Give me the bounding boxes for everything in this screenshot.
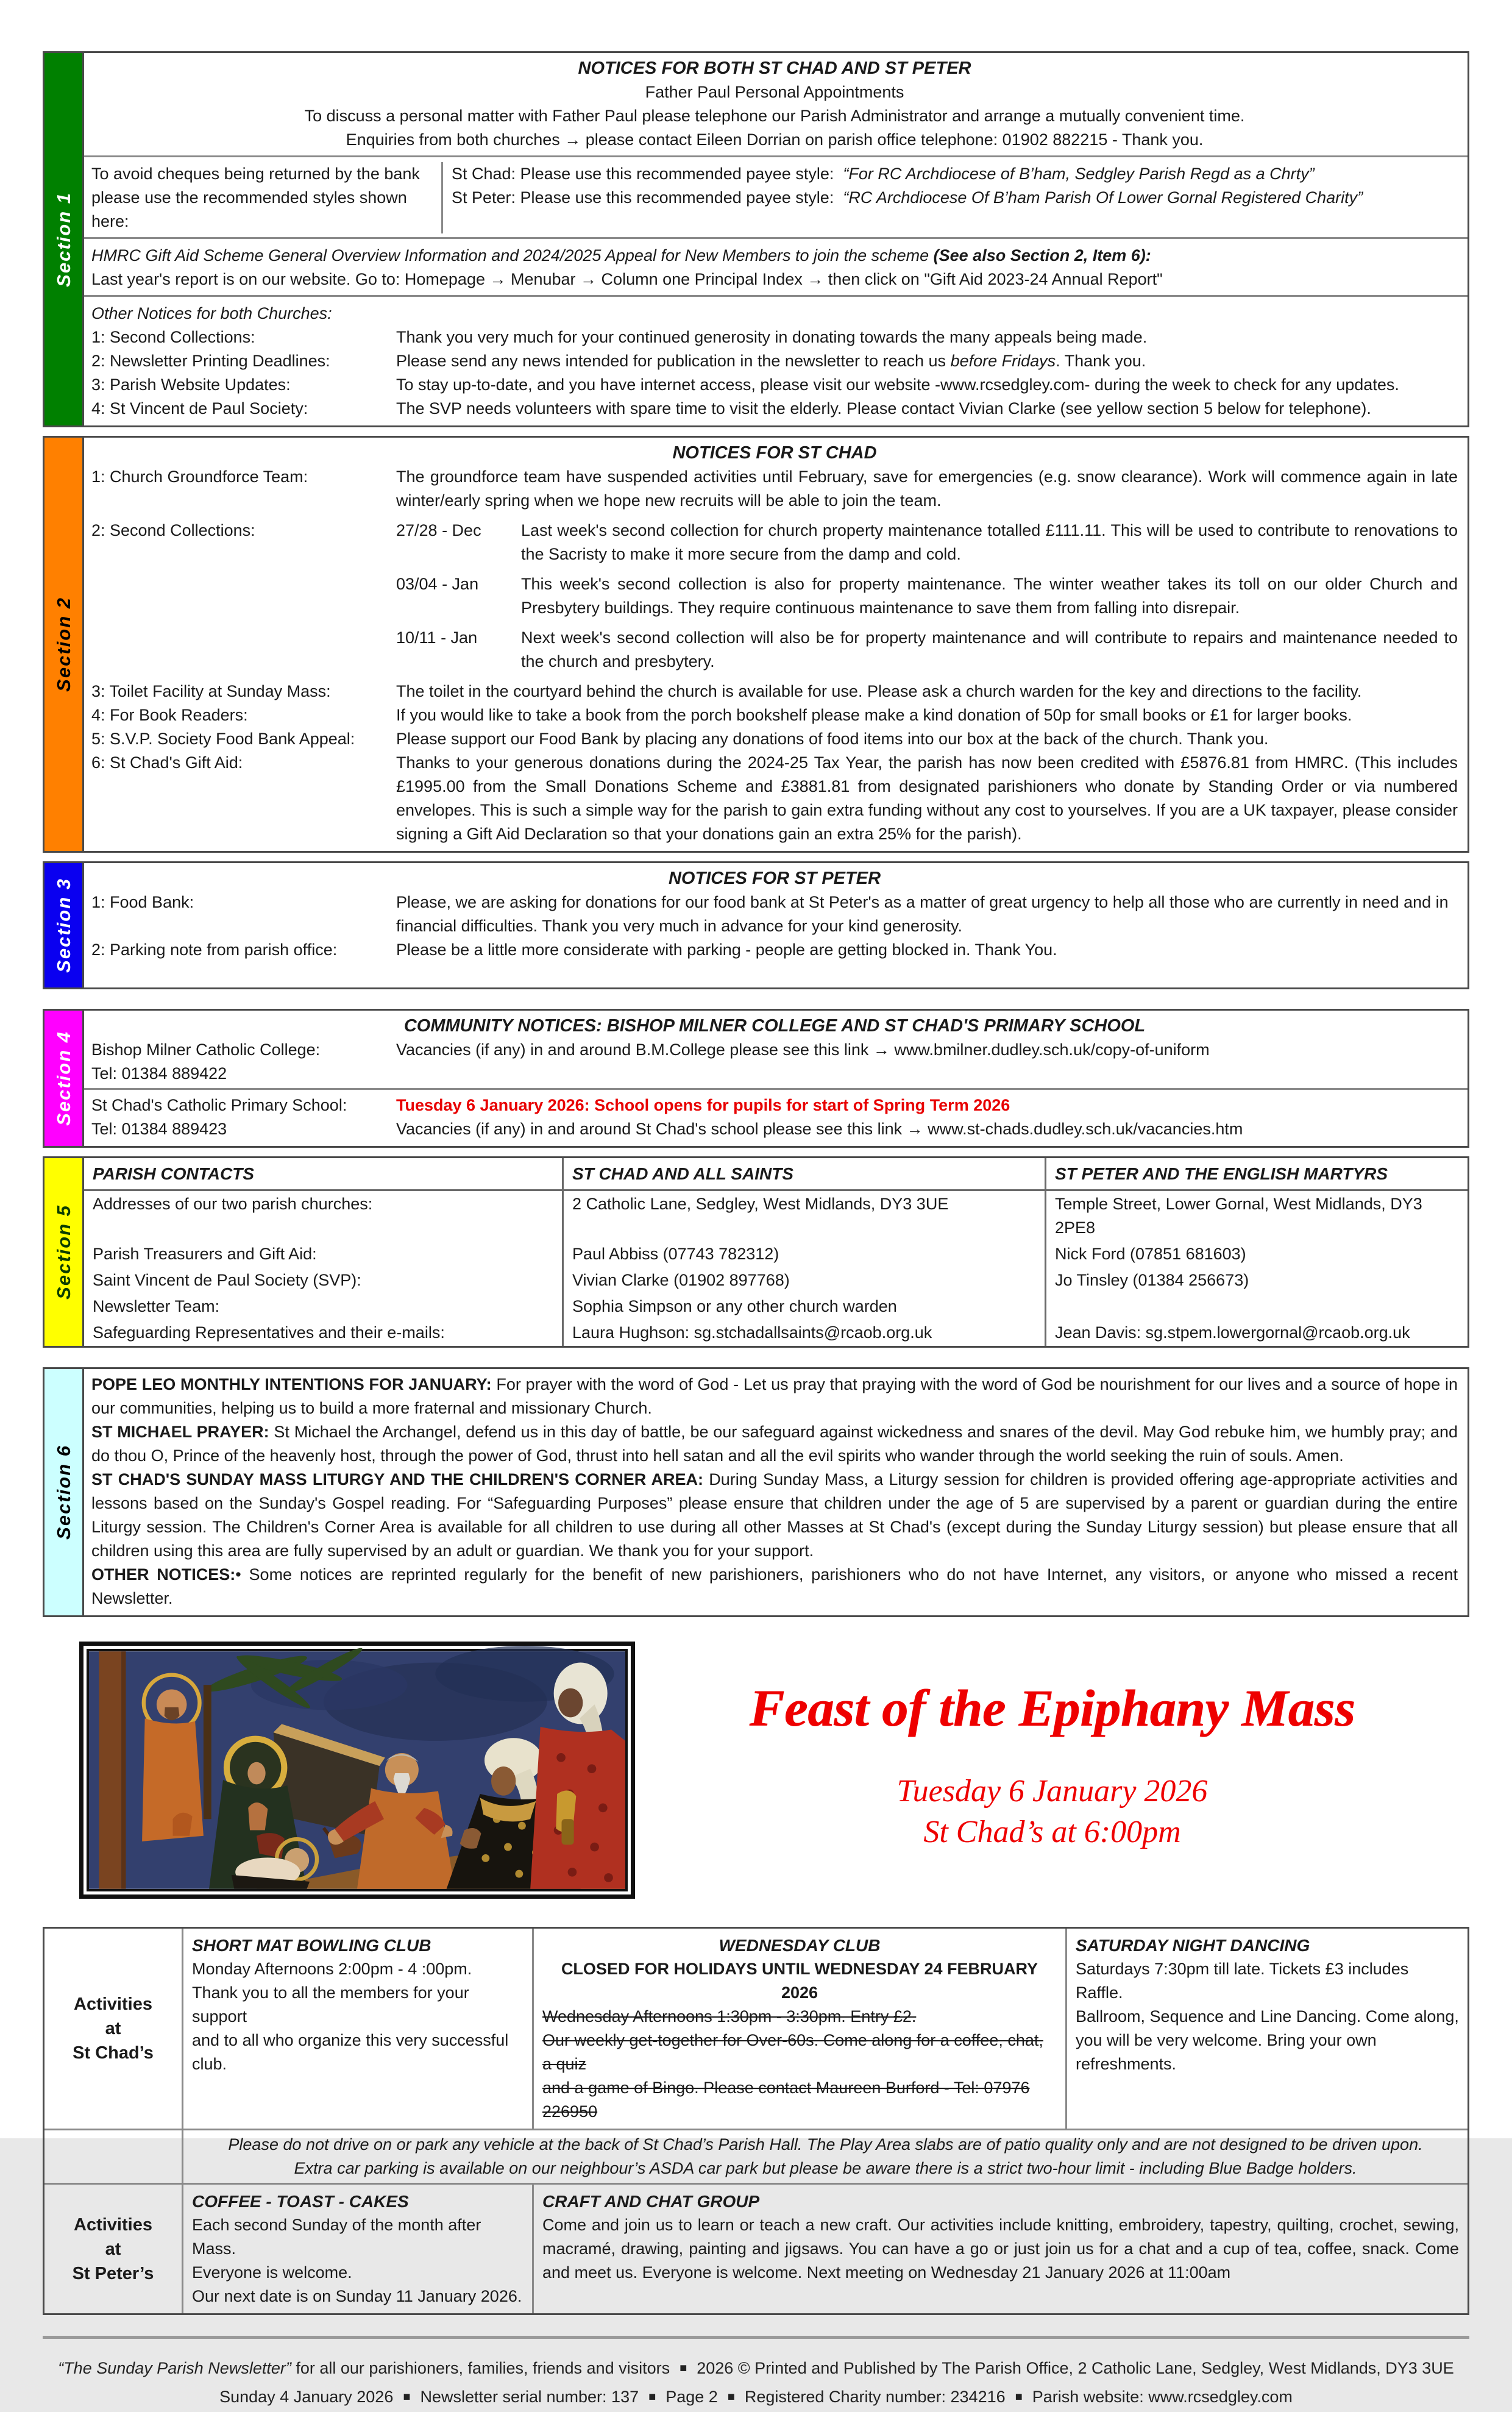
craft-chat-group-cell: CRAFT AND CHAT GROUP Come and join us to learn or teach a new craft. Our activities include knitting, embroidery, tapestry, quilting, crochet, sewing, macramé, drawing, painting and jigsaws. You can have a go or just join us for a chat and a cup of tea, coffee, snack. Come and meet us. Everyone is welcome. Next meeting on Wednesday 21 January 2026 at 11:00am <box>532 2185 1468 2313</box>
parish-contacts-table <box>84 1158 1468 1346</box>
notice-row: 3: Toilet Facility at Sunday Mass: The toilet in the courtyard behind the church is available for use. Please ask a church warden for the key and directions to the facility. <box>91 682 1362 700</box>
notice-row: 1: Food Bank: Please, we are asking for donations for our food bank at St Peter's as a matter of great urgency to help all those who are currently in need and in financial difficulties. Thank you very much in advance for your kind generosity. <box>91 893 1449 935</box>
section-6-content <box>84 1369 1468 1615</box>
notice-row: 6: St Chad's Gift Aid: Thanks to your generous donations during the 2024-25 Tax Year, the parish has now been credited with £5876.81 from HMRC. (This includes £1995.00 from the Small Donations Scheme and £3881.81 from designated parishioners who donate by Standing Order or via numbered envelopes. This is such a simple way for the parish to gain extra funding without any cost to yourselves. If you are a UK taxpayer, please consider signing a Gift Aid Declaration so that your donations gain an extra 25% for the parish). <box>91 753 1458 843</box>
collection-entry: 10/11 - Jan Next week's second collection will also be for property maintenance and will contribute to repairs and maintenance needed to the church and presbytery. <box>396 628 1458 671</box>
appointments-line1: Father Paul Personal Appointments <box>645 83 904 101</box>
appointments-line3: Enquiries from both churches → please contact Eileen Dorrian on parish office telephone: 01902 882215 - Thank you. <box>346 130 1204 149</box>
table-row: Parish Treasurers and Gift Aid: Paul Abbiss (07743 782312) Nick Ford (07851 681603) <box>84 1241 1468 1267</box>
section-2-content <box>84 438 1468 851</box>
school-row <box>91 1094 1458 1141</box>
epiphany-text <box>635 1679 1469 1862</box>
section-3-tab <box>44 863 84 987</box>
college-tel: Tel: 01384 889422 <box>91 1064 227 1083</box>
section-2-title: NOTICES FOR ST CHAD <box>672 443 877 463</box>
square-separator-icon: ■ <box>403 2390 411 2403</box>
section-6 <box>43 1367 1469 1617</box>
stchads-activities-row <box>44 1929 1468 2130</box>
notice-row: 3: Parish Website Updates: To stay up-to-date, and you have internet access, please visit our website -www.rcsedgley.com- during the week to check for any updates. <box>91 375 1399 394</box>
divider <box>84 155 1468 157</box>
section-5-tab <box>44 1158 84 1346</box>
section-6-tab-label: Section 6 <box>52 1445 74 1540</box>
saturday-dancing-cell: SATURDAY NIGHT DANCING Saturdays 7:30pm till late. Tickets £3 includes Raffle. Ballroom, Sequence and Line Dancing. Come along, you will be very welcome. Bring your own refreshments. <box>1065 1929 1468 2129</box>
notice-row: 2: Parking note from parish office: Please be a little more considerate with parking - people are getting blocked in. Thank You. <box>91 941 1057 959</box>
section-1-tab <box>44 53 84 425</box>
school-name: St Chad's Catholic Primary School: <box>91 1096 347 1114</box>
square-separator-icon: ■ <box>727 2390 735 2403</box>
notice-row: 1: Second Collections: Thank you very much for your continued generosity in donating towards the many appeals being made. <box>91 328 1148 346</box>
stpeters-activities-header: Activities at St Peter’s <box>72 2215 154 2283</box>
section-3-title: NOTICES FOR ST PETER <box>668 869 881 888</box>
table-row: Addresses of our two parish churches: 2 Catholic Lane, Sedgley, West Midlands, DY3 3UE Temple Street, Lower Gornal, West Midlands, DY3 2PE8 <box>84 1191 1468 1241</box>
epiphany-date: Tuesday 6 January 2026 <box>896 1774 1208 1809</box>
activities-table <box>43 1927 1469 2315</box>
college-vacancies: Vacancies (if any) in and around B.M.College please see this link → www.bmilner.dudley.sch.uk/copy-of-uniform <box>396 1041 1210 1059</box>
notice-row: 4: St Vincent de Paul Society: The SVP needs volunteers with spare time to visit the elderly. Please contact Vivian Clarke (see yellow section 5 below for telephone). <box>91 399 1371 418</box>
wednesday-club-closed-notice: CLOSED FOR HOLIDAYS UNTIL WEDNESDAY 24 FEBRUARY 2026 <box>561 1960 1038 2002</box>
st-michael-prayer: ST MICHAEL PRAYER: St Michael the Archangel, defend us in this day of battle, be our safeguard against wickedness and snares of the devil. May God rebuke him, we humbly pray; and do thou O, Prince of the heavenly host, through the power of God, thrust into hell satan and all the evil spirits who wander through the world seeking the ruin of souls. Amen. <box>91 1423 1458 1465</box>
stchads-activities-header: Activities at St Chad’s <box>73 1994 154 2063</box>
school-vacancies: Vacancies (if any) in and around St Chad's school please see this link → www.st-chads.dudley.sch.uk/vacancies.htm <box>396 1120 1243 1138</box>
other-notices-heading: Other Notices for both Churches: <box>91 304 332 322</box>
nativity-image <box>89 1651 625 1889</box>
college-row <box>91 1038 1458 1086</box>
notice-row: 1: Church Groundforce Team: The groundforce team have suspended activities until February, save for emergencies (e.g. snow clearance). Work will commence again in late winter/early spring when we hope new recruits will be able to join the team. <box>91 468 1458 510</box>
divider <box>84 295 1468 297</box>
sunday-mass-liturgy: ST CHAD'S SUNDAY MASS LITURGY AND THE CHILDREN'S CORNER AREA: During Sunday Mass, a Liturgy session for children is provided offering age-appropriate activities and lessons based on the Sunday's Gospel reading. For “Safeguarding Purposes” please ensure that children under the age of 5 are supervised by a parent or guardian during the entire Liturgy session. The Children's Corner Area is available for all children to use during all other Masses at St Chad's (except during the Sunday Liturgy session) but please ensure that all children using this area are fully supervised by an adult or guardian. We thank you for your support. <box>91 1470 1458 1560</box>
bowling-club-cell: SHORT MAT BOWLING CLUB Monday Afternoons 2:00pm - 4 :00pm. Thank you to all the members for your support and to all who organize this very successful club. <box>182 1929 532 2129</box>
section-2-tab <box>44 438 84 851</box>
section-5-tab-label: Section 5 <box>52 1204 74 1300</box>
wednesday-club-cell: WEDNESDAY CLUB CLOSED FOR HOLIDAYS UNTIL WEDNESDAY 24 FEBRUARY 2026 Wednesday Afternoons 1:30pm - 3:30pm. Entry £2. Our weekly get-together for Over-60s. Come along for a coffee, chat, a quiz and a game of Bingo. Please contact Maureen Burford - Tel: 07976 226950 <box>532 1929 1065 2129</box>
coffee-toast-cakes-cell: COFFEE - TOAST - CAKES Each second Sunday of the month after Mass. Everyone is welcome. Our next date is on Sunday 11 January 2026. <box>182 2185 532 2313</box>
section-4-content <box>84 1011 1468 1146</box>
stpeters-activities-row <box>44 2185 1468 2313</box>
parking-note: Please do not drive on or park any vehicle at the back of St Chad’s Parish Hall. The Play Area slabs are of patio quality only and are not designed to be driven upon. Extra car parking is available on our neighbour’s ASDA car park but please be aware there is a strict two-hour limit - including Blue Badge holders. <box>182 2130 1468 2183</box>
epiphany-title: Feast of the Epiphany Mass <box>749 1678 1355 1737</box>
collection-entry: 27/28 - Dec Last week's second collection for church property maintenance totalled £111.11. This will be used to contribute to renovations to the Sacristy to make it more secure from the damp and cold. <box>396 521 1458 563</box>
bank-payee-row <box>84 162 1468 237</box>
section-2-tab-label: Section 2 <box>52 597 74 692</box>
epiphany-time: St Chad’s at 6:00pm <box>923 1815 1181 1850</box>
section-4-tab <box>44 1011 84 1146</box>
footer-line1: “The Sunday Parish Newsletter” for all our parishioners, families, friends and visitors ■ 2026 © Printed and Published by The Parish Office, 2 Catholic Lane, Sedgley, West Midlands, DY3 3UE <box>58 2359 1454 2377</box>
notice-row: 4: For Book Readers: If you would like to take a book from the porch bookshelf please make a kind donation of 50p for small books or £1 for larger books. <box>91 706 1352 724</box>
payee-style-chad: St Chad: Please use this recommended payee style: “For RC Archdiocese of B’ham, Sedgley Parish Regd as a Chrty” <box>452 165 1315 183</box>
appointments-line2: To discuss a personal matter with Father Paul please telephone our Parish Administrator and arrange a mutually convenient time. <box>304 107 1245 125</box>
notice-row: 5: S.V.P. Society Food Bank Appeal: Please support our Food Bank by placing any donations of food items into our box at the back of the church. Thank you. <box>91 730 1269 748</box>
table-row: Saint Vincent de Paul Society (SVP): Vivian Clarke (01902 897768) Jo Tinsley (01384 256673) <box>84 1267 1468 1293</box>
hmrc-gift-aid-line2: Last year's report is on our website. Go to: Homepage → Menubar → Column one Principal Index → then click on "Gift Aid 2023-24 Annual Report" <box>91 270 1163 288</box>
divider <box>84 237 1468 239</box>
collection-entry: 03/04 - Jan This week's second collection is also for property maintenance. The winter weather takes its toll on our older Church and Presbytery buildings. They require continuous maintenance to save them from falling into disrepair. <box>396 575 1458 617</box>
other-notices: OTHER NOTICES:• Some notices are reprinted regularly for the benefit of new parishioners, parishioners who do not have Internet, any visitors, or anyone who missed a recent Newsletter. <box>91 1565 1458 1607</box>
payee-styles <box>441 162 1468 233</box>
square-separator-icon: ■ <box>1015 2390 1023 2403</box>
payee-style-peter: St Peter: Please use this recommended payee style: “RC Archdiocese Of B’ham Parish Of Lower Gornal Registered Charity” <box>452 188 1363 207</box>
section-4-title: COMMUNITY NOTICES: BISHOP MILNER COLLEGE AND ST CHAD'S PRIMARY SCHOOL <box>403 1016 1146 1036</box>
parking-note-spacer <box>44 2130 182 2183</box>
section-3-tab-label: Section 3 <box>52 878 74 973</box>
section-4 <box>43 1009 1469 1148</box>
hmrc-gift-aid: HMRC Gift Aid Scheme General Overview Information and 2024/2025 Appeal for New Members to join the scheme (See also Section 2, Item 6): <box>91 246 1151 265</box>
square-separator-icon: ■ <box>680 2361 687 2375</box>
bank-note-line1: To avoid cheques being returned by the bank <box>91 165 420 183</box>
footer-divider <box>43 2336 1469 2339</box>
square-separator-icon: ■ <box>648 2390 656 2403</box>
section-2 <box>43 436 1469 853</box>
section-1-title: NOTICES FOR BOTH ST CHAD AND ST PETER <box>578 59 971 78</box>
section-3 <box>43 861 1469 989</box>
nativity-image-frame <box>79 1642 635 1899</box>
divider <box>84 1088 1468 1090</box>
section-1 <box>43 51 1469 427</box>
table-row: Newsletter Team: Sophia Simpson or any other church warden <box>84 1293 1468 1320</box>
section-1-tab-label: Section 1 <box>52 191 74 287</box>
bank-note <box>91 162 441 233</box>
table-header-row: PARISH CONTACTS ST CHAD AND ALL SAINTS ST PETER AND THE ENGLISH MARTYRS <box>84 1158 1468 1191</box>
epiphany-block <box>79 1642 1469 1899</box>
notice-row: 2: Newsletter Printing Deadlines: Please send any news intended for publication in the newsletter to reach us before Fridays. Thank you. <box>91 352 1146 370</box>
college-name: Bishop Milner Catholic College: <box>91 1041 321 1059</box>
school-term-notice: Tuesday 6 January 2026: School opens for pupils for start of Spring Term 2026 <box>396 1096 1010 1114</box>
section-6-tab <box>44 1369 84 1615</box>
pope-intentions: POPE LEO MONTHLY INTENTIONS FOR JANUARY: For prayer with the word of God - Let us pray that praying with the word of God be nourishment for our lives and a source of hope in our communities, helping us to build a more fraternal and missionary Church. <box>91 1375 1458 1417</box>
school-tel: Tel: 01384 889423 <box>91 1120 227 1138</box>
section-3-content <box>84 863 1468 987</box>
table-row: Safeguarding Representatives and their e-mails: Laura Hughson: sg.stchadallsaints@rcaob.org.uk Jean Davis: sg.stpem.lowergornal@rcaob.org.uk <box>84 1320 1468 1346</box>
notice-row: 2: Second Collections: 27/28 - Dec Last week's second collection for church property maintenance totalled £111.11. This will be used to contribute to renovations to the Sacristy to make it more secure from the damp and cold. 03/04 - Jan This week's second collection is also for property maintenance. The winter weather takes its toll on our older Church and Presbytery buildings. They require continuous maintenance to save them from falling into disrepair. 10/11 - Jan Next week's second collection will also be for property maintenance and will contribute to repairs and maintenance needed to the church and presbytery. <box>91 519 1458 674</box>
footer-line2: Sunday 4 January 2026 ■ Newsletter serial number: 137 ■ Page 2 ■ Registered Charity number: 234216 ■ Parish website: www.rcsedgley.com <box>219 2388 1293 2406</box>
section-1-content <box>84 53 1468 425</box>
section-4-tab-label: Section 4 <box>52 1031 74 1126</box>
parking-note-row <box>44 2130 1468 2185</box>
section-5 <box>43 1156 1469 1348</box>
footer <box>43 2355 1469 2412</box>
section-5-content <box>84 1158 1468 1346</box>
bank-note-line2: please use the recommended styles shown here: <box>91 188 407 230</box>
